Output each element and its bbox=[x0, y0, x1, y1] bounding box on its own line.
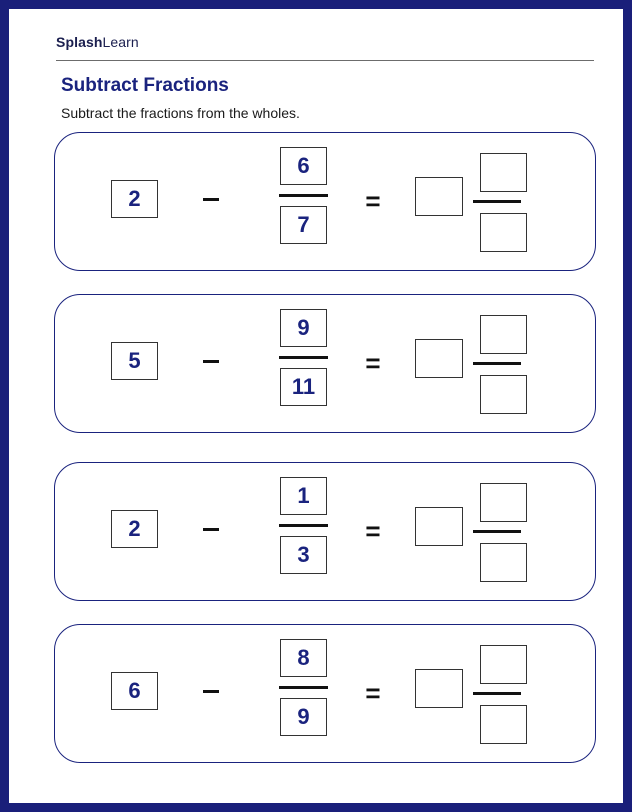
answer-denominator-input[interactable] bbox=[480, 213, 527, 252]
denominator-box: 3 bbox=[280, 536, 327, 574]
equals-sign: = bbox=[365, 348, 381, 378]
instruction-text: Subtract the fractions from the wholes. bbox=[61, 105, 300, 121]
answer-denominator-input[interactable] bbox=[480, 705, 527, 744]
answer-denominator-input[interactable] bbox=[480, 543, 527, 582]
minus-sign bbox=[203, 528, 219, 531]
minus-sign bbox=[203, 198, 219, 201]
minus-sign bbox=[203, 690, 219, 693]
numerator-box: 1 bbox=[280, 477, 327, 515]
answer-fraction-bar bbox=[473, 362, 521, 365]
answer-whole-input[interactable] bbox=[415, 177, 463, 216]
numerator-box: 6 bbox=[280, 147, 327, 185]
whole-number-box: 2 bbox=[111, 510, 158, 548]
answer-denominator-input[interactable] bbox=[480, 375, 527, 414]
denominator-box: 9 bbox=[280, 698, 327, 736]
whole-number-box: 5 bbox=[111, 342, 158, 380]
numerator-box: 9 bbox=[280, 309, 327, 347]
answer-whole-input[interactable] bbox=[415, 507, 463, 546]
denominator-box: 7 bbox=[280, 206, 327, 244]
equals-sign: = bbox=[365, 186, 381, 216]
problem-card-4 bbox=[54, 624, 596, 763]
answer-fraction-bar bbox=[473, 692, 521, 695]
whole-number-box: 2 bbox=[111, 180, 158, 218]
answer-numerator-input[interactable] bbox=[480, 153, 527, 192]
problem-card-2 bbox=[54, 294, 596, 433]
whole-number-box: 6 bbox=[111, 672, 158, 710]
equals-sign: = bbox=[365, 516, 381, 546]
answer-whole-input[interactable] bbox=[415, 669, 463, 708]
answer-whole-input[interactable] bbox=[415, 339, 463, 378]
fraction-bar bbox=[279, 356, 328, 359]
denominator-box: 11 bbox=[280, 368, 327, 406]
answer-fraction-bar bbox=[473, 200, 521, 203]
problem-card-3 bbox=[54, 462, 596, 601]
brand-logo: SplashLearn bbox=[56, 34, 139, 50]
equals-sign: = bbox=[365, 678, 381, 708]
problem-card-1 bbox=[54, 132, 596, 271]
answer-numerator-input[interactable] bbox=[480, 315, 527, 354]
header-divider bbox=[56, 60, 594, 61]
numerator-box: 8 bbox=[280, 639, 327, 677]
answer-fraction-bar bbox=[473, 530, 521, 533]
fraction-bar bbox=[279, 524, 328, 527]
page-title: Subtract Fractions bbox=[61, 75, 229, 96]
fraction-bar bbox=[279, 194, 328, 197]
fraction-bar bbox=[279, 686, 328, 689]
answer-numerator-input[interactable] bbox=[480, 645, 527, 684]
minus-sign bbox=[203, 360, 219, 363]
answer-numerator-input[interactable] bbox=[480, 483, 527, 522]
